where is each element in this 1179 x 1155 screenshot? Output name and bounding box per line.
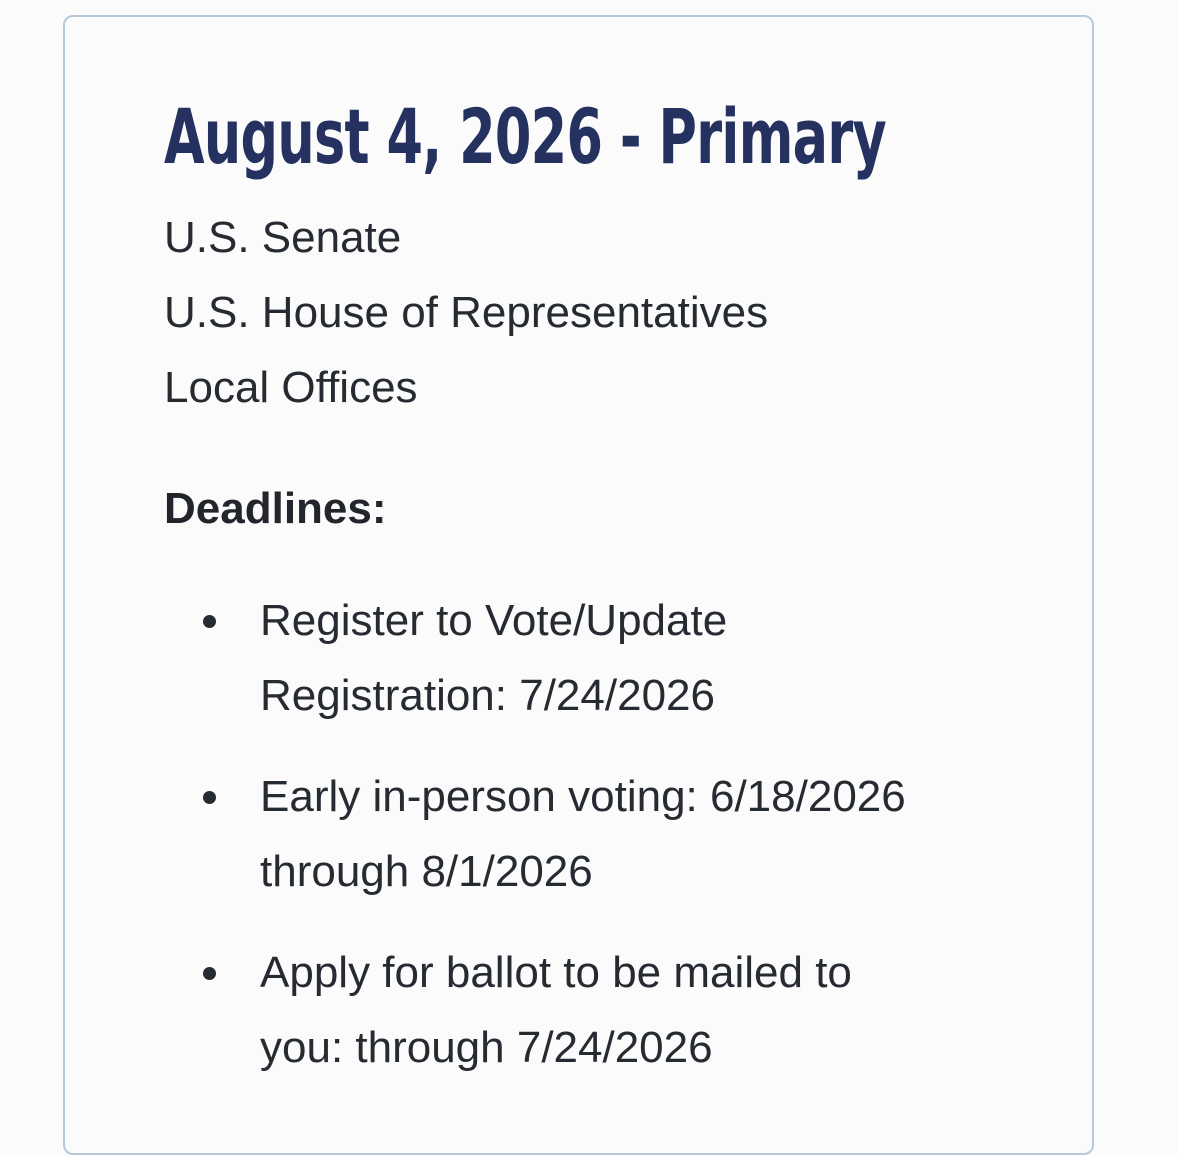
deadline-item [203, 583, 1030, 733]
bullet-icon [203, 967, 216, 980]
election-card [63, 15, 1094, 1155]
deadline-list [203, 583, 1030, 1111]
office-list [164, 200, 768, 425]
bullet-icon [203, 791, 216, 804]
deadlines-heading: Deadlines: [164, 484, 387, 533]
election-title: August 4, 2026 - Primary [164, 92, 887, 181]
deadline-text: Register to Vote/Update Registration: 7/24/2026 [260, 596, 728, 720]
deadline-item [203, 759, 1030, 909]
bullet-icon [203, 615, 216, 628]
office-item: Local Offices [164, 363, 418, 412]
deadline-text: Apply for ballot to be mailed to you: through 7/24/2026 [260, 948, 852, 1072]
deadline-text: Early in-person voting: 6/18/2026 through 8/1/2026 [260, 772, 906, 896]
deadline-item [203, 935, 1030, 1085]
office-item: U.S. Senate [164, 213, 402, 262]
office-item: U.S. House of Representatives [164, 288, 769, 337]
